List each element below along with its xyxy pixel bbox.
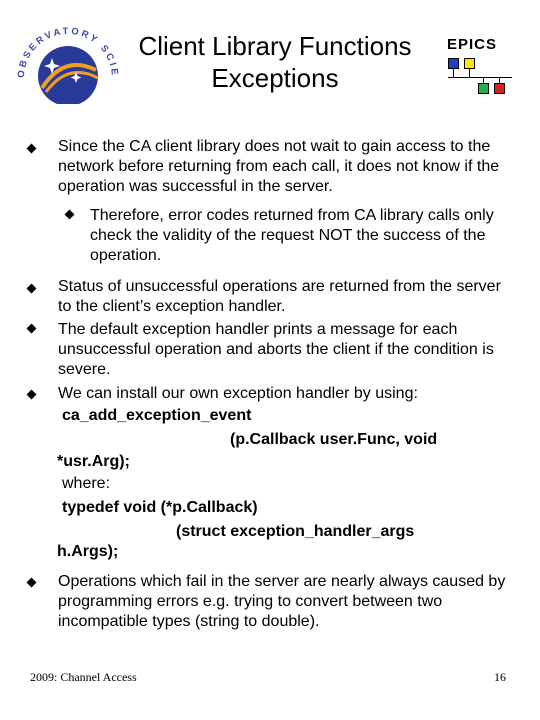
bullet-icon — [27, 284, 37, 294]
green-square-icon — [478, 83, 489, 94]
page-title — [120, 30, 430, 94]
bus-line — [448, 77, 512, 78]
code-line: h.Args); — [57, 543, 119, 560]
bullet-text: We can install our own exception handler by using: — [58, 385, 418, 402]
bullet-text: Status of unsuccessful operations are returned from the server to the client’s exception handler. — [58, 278, 501, 315]
bullet-icon — [27, 144, 37, 154]
blue-square-icon — [448, 58, 459, 69]
epics-label: EPICS — [447, 36, 498, 53]
code-line: where: — [62, 475, 111, 492]
logo-icon — [12, 18, 120, 104]
bullet-icon — [27, 324, 37, 334]
connector-line — [453, 69, 454, 77]
code-line: (struct exception_handler_args — [176, 523, 415, 540]
bullet-text: Operations which fail in the server are nearly always caused by programming errors e.g. trying to convert between two incompatible types (string to double). — [58, 573, 506, 630]
code-line: *usr.Arg); — [57, 453, 130, 470]
code-line: (p.Callback user.Func, void — [230, 431, 438, 448]
connector-line — [469, 69, 470, 77]
observatory-sciences-logo — [12, 18, 120, 104]
epics-logo — [440, 36, 530, 100]
title-line-2: Exceptions — [211, 63, 339, 93]
bullet-text: Since the CA client library does not wait to gain access to the network before returning from each call, it does not know if the operation was successful in the server. — [58, 138, 500, 195]
red-square-icon — [494, 83, 505, 94]
footer-text: 2009: Channel Access — [30, 670, 137, 684]
title-line-1: Client Library Functions — [138, 31, 412, 61]
yellow-square-icon — [464, 58, 475, 69]
bullet-icon — [27, 390, 37, 400]
page-number: 16 — [494, 670, 506, 684]
bullet-text: The default exception handler prints a message for each unsuccessful operation and aborts the client if the condition is severe. — [58, 321, 494, 378]
bullet-icon — [27, 578, 37, 588]
logo-text: OBSERVATORY SCIE — [15, 25, 120, 79]
code-line: typedef void (*p.Callback) — [62, 499, 258, 516]
sub-bullet-text: Therefore, error codes returned from CA library calls only check the validity of the request NOT the success of the operation. — [90, 207, 494, 264]
sub-bullet-icon — [65, 210, 75, 220]
code-line: ca_add_exception_event — [62, 407, 252, 424]
